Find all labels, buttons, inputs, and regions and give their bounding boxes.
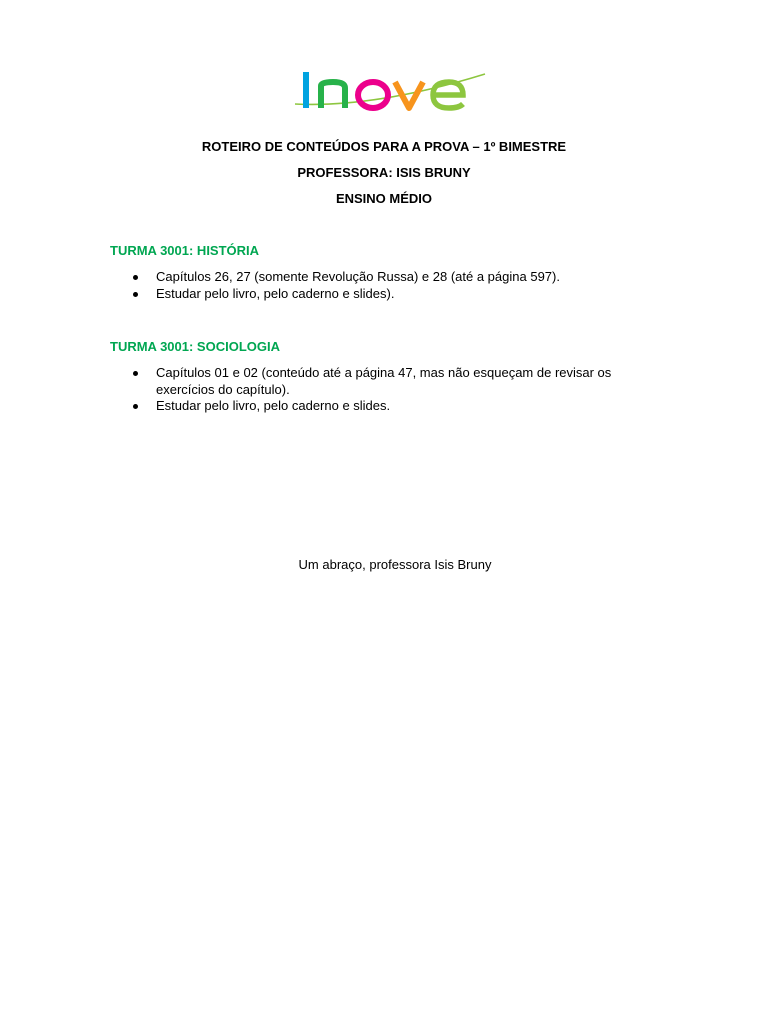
list-item-text: Capítulos 01 e 02 (conteúdo até a página 47, mas não esqueçam de revisar os exercícios do capítulo). xyxy=(156,365,612,397)
bullet-icon xyxy=(133,404,138,409)
list-item xyxy=(110,269,670,286)
list-item-text: Capítulos 26, 27 (somente Revolução Russa) e 28 (até a página 597). xyxy=(156,269,560,284)
education-level: ENSINO MÉDIO xyxy=(335,191,433,206)
section-title-historia: TURMA 3001: HISTÓRIA xyxy=(110,243,260,258)
list-item xyxy=(110,398,670,415)
logo-letter-v xyxy=(395,82,423,108)
inove-logo xyxy=(285,64,490,116)
section-title-sociologia: TURMA 3001: SOCIOLOGIA xyxy=(110,339,280,354)
list-item xyxy=(110,286,670,303)
list-item-text: Estudar pelo livro, pelo caderno e slides). xyxy=(156,285,395,301)
logo-letter-i xyxy=(303,72,309,108)
section-list-historia xyxy=(110,269,670,302)
bullet-icon xyxy=(133,371,138,376)
document-title: ROTEIRO DE CONTEÚDOS PARA A PROVA – 1º BIMESTRE xyxy=(201,139,567,154)
section-list-sociologia xyxy=(110,365,670,415)
signature: Um abraço, professora Isis Bruny xyxy=(298,557,492,572)
bullet-icon xyxy=(133,292,138,297)
teacher-name: PROFESSORA: ISIS BRUNY xyxy=(297,165,471,180)
bullet-icon xyxy=(133,275,138,280)
list-item xyxy=(110,365,670,398)
logo-letter-e xyxy=(433,82,463,108)
list-item-text: Estudar pelo livro, pelo caderno e slides. xyxy=(156,398,391,413)
logo-letter-o xyxy=(358,82,388,108)
